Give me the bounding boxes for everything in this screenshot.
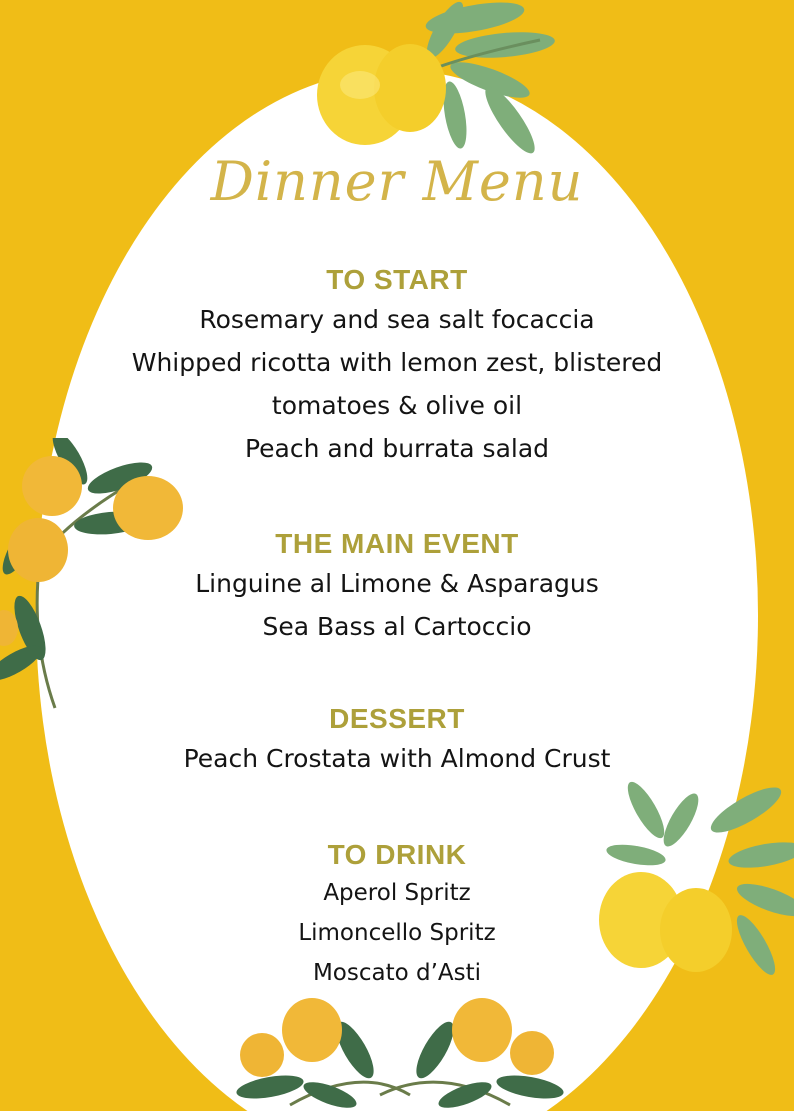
menu-item: Aperol Spritz bbox=[323, 880, 471, 906]
section-heading: TO START bbox=[326, 264, 468, 295]
menu-item: Sea Bass al Cartoccio bbox=[262, 612, 532, 641]
menu-item: Peach Crostata with Almond Crust bbox=[183, 744, 611, 773]
menu-item: Limoncello Spritz bbox=[298, 920, 496, 946]
menu-item: Moscato d’Asti bbox=[312, 960, 482, 986]
menu-item: tomatoes & olive oil bbox=[271, 391, 523, 420]
menu-item: Whipped ricotta with lemon zest, blistered bbox=[131, 348, 663, 377]
section-heading: TO DRINK bbox=[327, 839, 467, 870]
section-main-event bbox=[80, 526, 714, 648]
menu-item: Rosemary and sea salt focaccia bbox=[199, 305, 595, 334]
section-to-start bbox=[80, 262, 714, 470]
section-dessert bbox=[80, 701, 714, 780]
section-heading: THE MAIN EVENT bbox=[275, 528, 519, 559]
section-heading: DESSERT bbox=[329, 703, 465, 734]
menu-title: Dinner Menu bbox=[210, 150, 584, 213]
menu-item: Linguine al Limone & Asparagus bbox=[195, 569, 599, 598]
menu-item: Peach and burrata salad bbox=[244, 434, 550, 463]
section-to-drink bbox=[80, 837, 714, 993]
